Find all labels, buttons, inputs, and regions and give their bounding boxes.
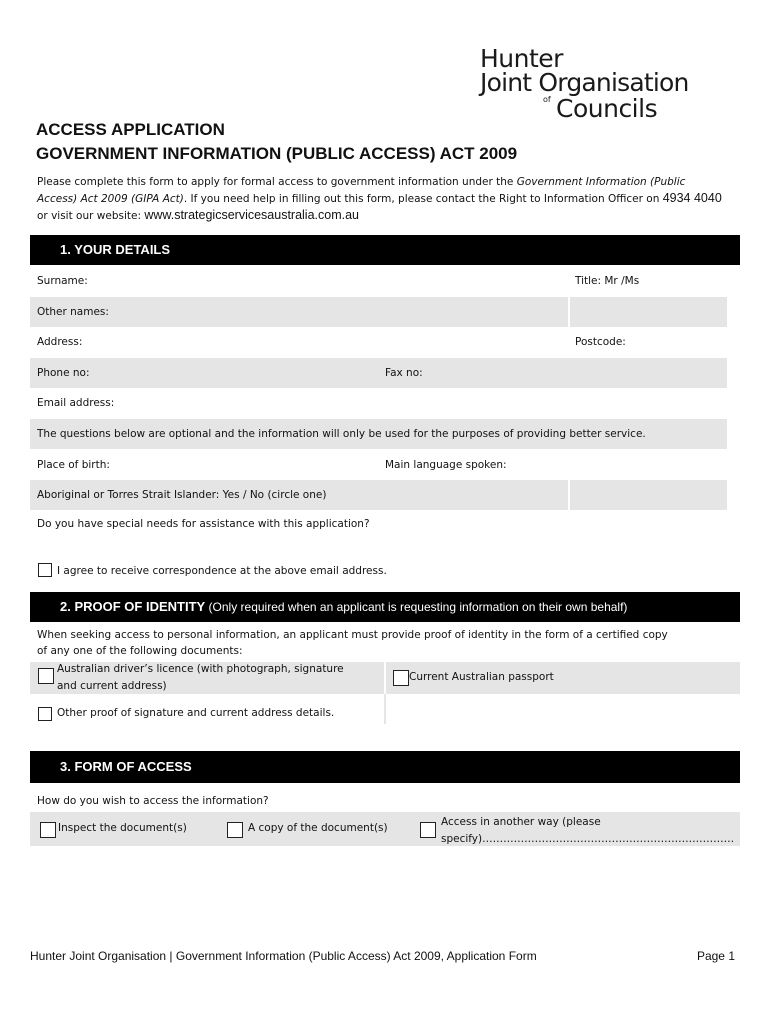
section-form-of-access-heading	[30, 751, 740, 783]
row-divider	[384, 694, 386, 724]
phone-row[interactable]	[30, 358, 727, 388]
passport-label: Current Australian passport	[409, 671, 554, 683]
email-row[interactable]	[30, 388, 727, 418]
special-needs-question: Do you have special needs for assistance with this application?	[37, 518, 370, 530]
form-subtitle: GOVERNMENT INFORMATION (PUBLIC ACCESS) ACT 2009	[36, 144, 518, 163]
drivers-licence-label-1: Australian driver’s licence (with photograph, signature	[57, 663, 344, 675]
section-2-title: 2. PROOF OF IDENTITY	[60, 599, 206, 614]
postcode-label: Postcode:	[575, 336, 626, 348]
row-divider	[568, 297, 570, 327]
section-proof-of-identity-heading	[30, 592, 740, 622]
agree-email-label: I agree to receive correspondence at the above email address.	[57, 565, 387, 577]
phone-label: Phone no:	[37, 367, 90, 379]
intro-text-3: or visit our website:	[37, 210, 145, 222]
section-3-title: 3. FORM OF ACCESS	[60, 759, 192, 774]
surname-row[interactable]	[30, 266, 727, 296]
logo-line-2: Joint Organisation	[480, 68, 689, 97]
other-names-label: Other names:	[37, 306, 109, 318]
page-number: Page 1	[696, 949, 735, 963]
surname-label: Surname:	[37, 275, 88, 287]
intro-phone: 4934 4040	[662, 191, 722, 205]
copy-label: A copy of the document(s)	[248, 822, 388, 834]
aboriginal-row[interactable]	[30, 480, 727, 510]
optional-note: The questions below are optional and the information will only be used for the purposes of providing better service.	[37, 428, 646, 440]
copy-checkbox[interactable]	[227, 822, 243, 838]
row-divider	[568, 480, 570, 510]
intro-website[interactable]: www.strategicservicesaustralia.com.au	[144, 208, 360, 222]
proof-intro-line-2: of any one of the following documents:	[37, 645, 243, 657]
other-names-row[interactable]	[30, 297, 727, 327]
other-way-label-2: specify)………………………………………………………………	[441, 833, 735, 845]
fax-label: Fax no:	[385, 367, 423, 379]
aboriginal-label: Aboriginal or Torres Strait Islander: Yes / No (circle one)	[37, 489, 327, 501]
intro-text-2: . If you need help in filling out this form, please contact the Right to Information Officer on	[183, 193, 663, 205]
section-2-note: (Only required when an applicant is requesting information on their own behalf)	[205, 600, 628, 614]
agree-email-checkbox[interactable]	[38, 563, 52, 577]
intro-text-1: Please complete this form to apply for formal access to government information under the	[37, 176, 517, 188]
drivers-licence-label-2: and current address)	[57, 680, 167, 692]
form-title: ACCESS APPLICATION	[36, 120, 225, 139]
logo-line-1: Hunter	[480, 44, 563, 73]
section-1-title: 1. YOUR DETAILS	[60, 242, 171, 257]
passport-checkbox[interactable]	[393, 670, 409, 686]
place-of-birth-label: Place of birth:	[37, 459, 110, 471]
title-label: Title: Mr /Ms	[575, 275, 640, 287]
other-way-label-1: Access in another way (please	[441, 816, 601, 828]
address-row[interactable]	[30, 327, 727, 357]
inspect-checkbox[interactable]	[40, 822, 56, 838]
other-way-checkbox[interactable]	[420, 822, 436, 838]
inspect-label: Inspect the document(s)	[58, 822, 187, 834]
logo-of: of	[543, 95, 551, 104]
intro-act-name: Government Information (Public Access) Act 2009 (GIPA Act)	[37, 176, 686, 205]
drivers-licence-checkbox[interactable]	[38, 668, 54, 684]
other-proof-label: Other proof of signature and current address details.	[57, 707, 335, 719]
footer-text: Hunter Joint Organisation | Government Information (Public Access) Act 2009, Application Form	[30, 949, 537, 963]
row-divider	[384, 662, 386, 694]
proof-intro-line-1: When seeking access to personal information, an applicant must provide proof of identity in the form of a certified copy	[37, 629, 668, 641]
other-proof-checkbox[interactable]	[38, 707, 52, 721]
address-label: Address:	[37, 336, 83, 348]
email-label: Email address:	[37, 397, 115, 409]
logo-line-3: Councils	[556, 94, 658, 123]
intro-paragraph	[37, 174, 727, 224]
access-question: How do you wish to access the information?	[37, 795, 269, 807]
section-your-details-heading	[30, 235, 740, 265]
place-of-birth-row[interactable]	[30, 450, 727, 480]
optional-note-row	[30, 419, 727, 449]
main-language-label: Main language spoken:	[385, 459, 507, 471]
organisation-logo	[480, 44, 725, 124]
